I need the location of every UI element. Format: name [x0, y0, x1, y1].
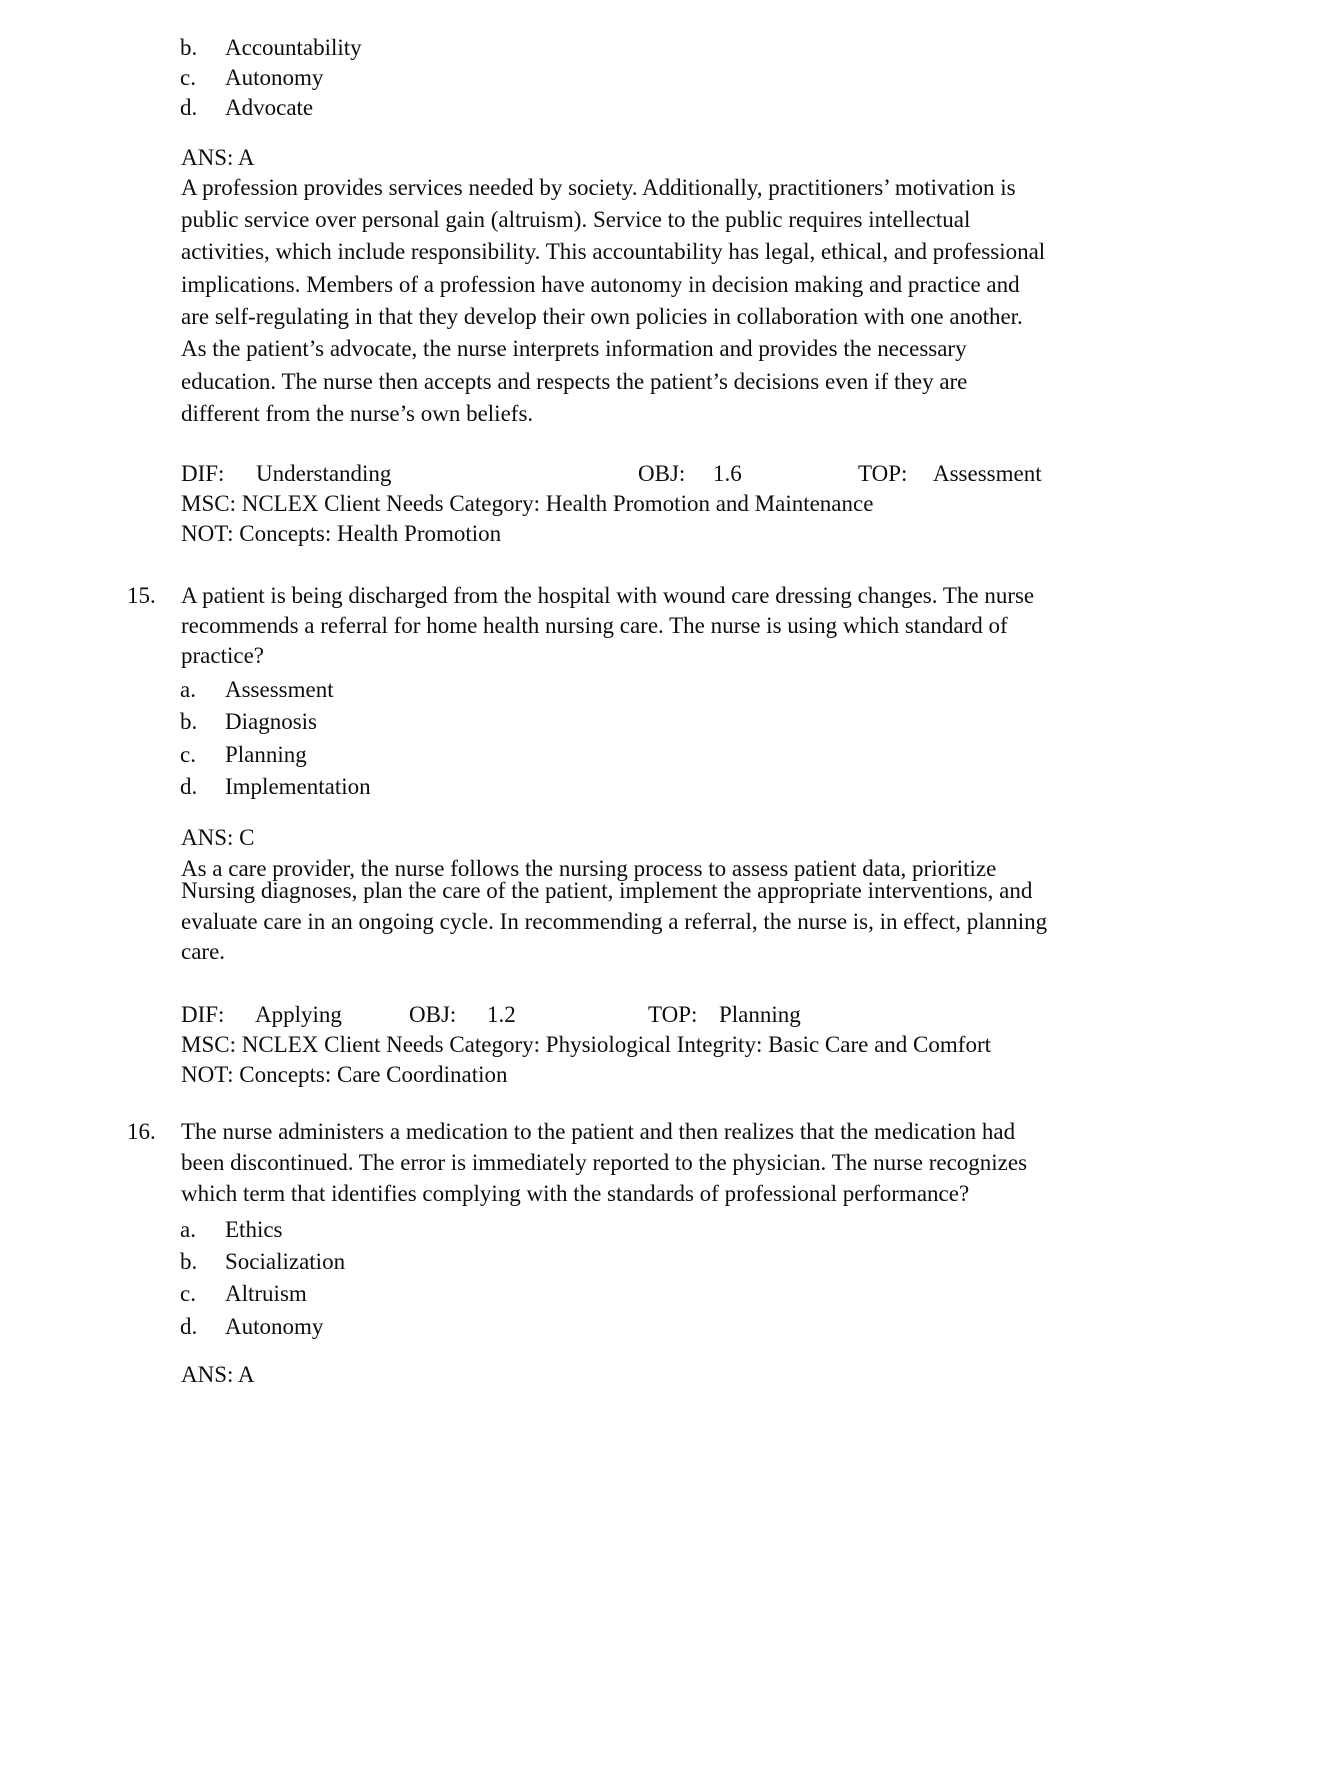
choice-letter: b.: [180, 709, 198, 734]
msc-line: MSC: NCLEX Client Needs Category: Physiological Integrity: Basic Care and Comfort: [181, 1032, 991, 1057]
meta-line: [181, 1000, 1181, 1030]
not-line: NOT: Concepts: Health Promotion: [181, 521, 502, 546]
question-text: which term that identifies complying with the standards of professional performance?: [181, 1181, 970, 1206]
top-label: TOP:: [648, 1002, 698, 1027]
choice-label: Implementation: [225, 774, 371, 799]
rationale-line: public service over personal gain (altruism). Service to the public requires intellectual: [181, 207, 971, 232]
choice-label: Altruism: [225, 1281, 307, 1306]
choice-label: Assessment: [225, 677, 334, 702]
choice-row: [180, 675, 334, 705]
rationale-line: activities, which include responsibility. This accountability has legal, ethical, and professional: [181, 239, 1046, 264]
rationale-line: As the patient’s advocate, the nurse interprets information and provides the necessary: [181, 336, 967, 361]
choice-row: [180, 93, 313, 123]
obj-value: 1.2: [487, 1002, 516, 1027]
question-text: practice?: [181, 643, 264, 668]
not-line: NOT: Concepts: Care Coordination: [181, 1062, 508, 1087]
question-text: recommends a referral for home health nursing care. The nurse is using which standard of: [181, 613, 1008, 638]
rationale-line: As a care provider, the nurse follows the nursing process to assess patient data, prioritize: [181, 856, 997, 881]
choice-row: [180, 1279, 307, 1309]
choice-letter: d.: [180, 774, 198, 799]
choice-row: [180, 63, 323, 93]
choice-letter: c.: [180, 742, 196, 767]
question-16: [127, 1117, 1015, 1147]
choice-letter: b.: [180, 1249, 198, 1274]
choice-row: [180, 1247, 345, 1277]
choice-letter: b.: [180, 35, 198, 60]
answer-line: ANS: C: [181, 825, 255, 850]
choice-letter: a.: [180, 677, 196, 702]
question-text: The nurse administers a medication to the patient and then realizes that the medication had: [181, 1119, 1016, 1144]
question-text: A patient is being discharged from the hospital with wound care dressing changes. The nurse: [181, 583, 1035, 608]
rationale-line: education. The nurse then accepts and respects the patient’s decisions even if they are: [181, 369, 968, 394]
rationale-line: A profession provides services needed by society. Additionally, practitioners’ motivation is: [181, 175, 1016, 200]
choice-label: Ethics: [225, 1217, 283, 1242]
msc-line: MSC: NCLEX Client Needs Category: Health Promotion and Maintenance: [181, 491, 874, 516]
top-value: Planning: [719, 1002, 801, 1027]
rationale-line: care.: [181, 939, 226, 964]
choice-label: Planning: [225, 742, 307, 767]
dif-value: Understanding: [256, 461, 392, 486]
rationale-line: implications. Members of a profession have autonomy in decision making and practice and: [181, 272, 1020, 297]
choice-label: Autonomy: [225, 65, 324, 90]
obj-value: 1.6: [713, 461, 742, 486]
rationale-line: Nursing diagnoses, plan the care of the patient, implement the appropriate interventions, and: [181, 878, 1033, 903]
dif-label: DIF:: [181, 461, 225, 486]
choice-label: Autonomy: [225, 1314, 324, 1339]
dif-value: Applying: [255, 1002, 342, 1027]
question-text: been discontinued. The error is immediately reported to the physician. The nurse recognizes: [181, 1150, 1028, 1175]
rationale-line: are self-regulating in that they develop their own policies in collaboration with one another.: [181, 304, 1023, 329]
choice-row: [180, 1312, 323, 1342]
choice-row: [180, 740, 307, 770]
obj-label: OBJ:: [638, 461, 686, 486]
answer-line: ANS: A: [181, 145, 255, 170]
choice-letter: c.: [180, 1281, 196, 1306]
choice-row: [180, 707, 317, 737]
choice-letter: a.: [180, 1217, 196, 1242]
choice-letter: d.: [180, 95, 198, 120]
choice-row: [180, 772, 371, 802]
question-15: [127, 581, 1034, 611]
rationale-line: different from the nurse’s own beliefs.: [181, 401, 534, 426]
meta-line: [181, 459, 1181, 489]
choice-letter: c.: [180, 65, 196, 90]
rationale-line: evaluate care in an ongoing cycle. In recommending a referral, the nurse is, in effect, planning: [181, 909, 1048, 934]
question-number: 15.: [127, 583, 156, 608]
answer-line: ANS: A: [181, 1362, 255, 1387]
choice-label: Accountability: [225, 35, 362, 60]
choice-label: Advocate: [225, 95, 314, 120]
choice-label: Socialization: [225, 1249, 346, 1274]
choice-letter: d.: [180, 1314, 198, 1339]
top-label: TOP:: [858, 461, 908, 486]
choice-row: [180, 1215, 283, 1245]
choice-row: [180, 33, 362, 63]
obj-label: OBJ:: [409, 1002, 457, 1027]
top-value: Assessment: [933, 461, 1042, 486]
choice-label: Diagnosis: [225, 709, 317, 734]
question-number: 16.: [127, 1119, 156, 1144]
dif-label: DIF:: [181, 1002, 225, 1027]
